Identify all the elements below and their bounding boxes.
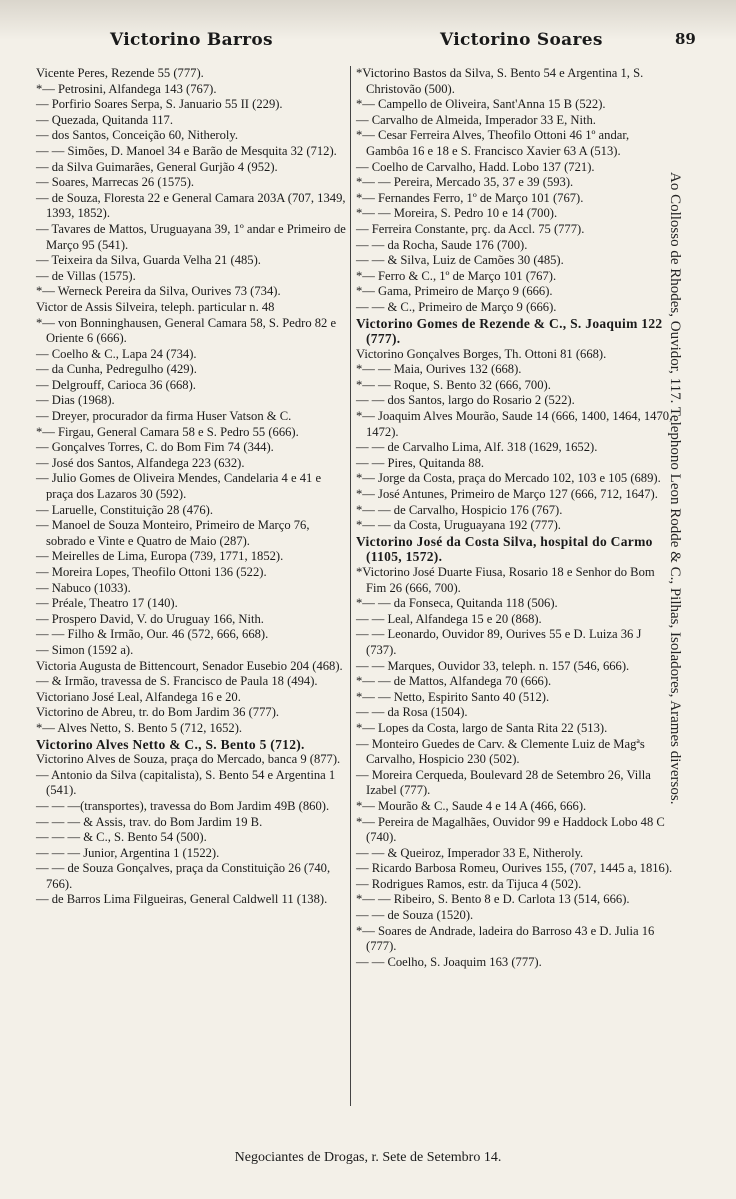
directory-entry: — — Coelho, S. Joaquim 163 (777). — [356, 954, 542, 969]
directory-entry: — — & Queiroz, Imperador 33 E, Nitheroly. — [356, 845, 584, 860]
directory-entry: — Teixeira da Silva, Guarda Velha 21 (485). — [36, 253, 261, 268]
directory-entry: *— Cesar Ferreira Alves, Theofilo Ottoni 46 1º andar, Gambôa 16 e 18 e S. Francisco Xavier 63 A (513). — [356, 128, 630, 158]
directory-entry: — — & C., Primeiro de Março 9 (666). — [356, 299, 557, 314]
directory-entry: — — de Carvalho Lima, Alf. 318 (1629, 1652). — [356, 440, 598, 455]
directory-entry: — de Barros Lima Filgueiras, General Caldwell 11 (138). — [36, 892, 328, 907]
column-divider — [350, 66, 351, 1106]
directory-entry: — Prospero David, V. do Uruguay 166, Nith. — [36, 611, 264, 626]
directory-entry: *— José Antunes, Primeiro de Março 127 (666, 712, 1647). — [356, 487, 658, 502]
directory-entry: *— — Ribeiro, S. Bento 8 e D. Carlota 13 (514, 666). — [356, 892, 630, 907]
directory-entry: — — — & C., S. Bento 54 (500). — [36, 830, 207, 845]
directory-entry: Victorino Alves de Souza, praça do Mercado, banca 9 (877). — [36, 752, 341, 767]
directory-entry: *— — Netto, Espirito Santo 40 (512). — [356, 689, 550, 704]
directory-entry: — Coelho & C., Lapa 24 (734). — [36, 346, 197, 361]
directory-entry: — — Pires, Quitanda 88. — [356, 455, 485, 470]
directory-entry: — — Marques, Ouvidor 33, teleph. n. 157 (546, 666). — [356, 658, 630, 673]
directory-entry: *— Campello de Oliveira, Sant'Anna 15 B (522). — [356, 97, 606, 112]
directory-entry: — — da Rosa (1504). — [356, 705, 468, 720]
directory-entry: — — —(transportes), travessa do Bom Jardim 49B (860). — [36, 798, 330, 813]
directory-entry: — Rodrigues Ramos, estr. da Tijuca 4 (502). — [356, 876, 582, 891]
directory-entry: *— Firgau, General Camara 58 e S. Pedro 55 (666). — [36, 424, 299, 439]
directory-entry: — Moreira Lopes, Theofilo Ottoni 136 (522). — [36, 565, 267, 579]
directory-entry: *— Gama, Primeiro de Março 9 (666). — [356, 284, 553, 299]
header-right-guide-word: Victorino Soares — [440, 30, 603, 50]
directory-entry: *— Jorge da Costa, praça do Mercado 102, 103 e 105 (689). — [356, 471, 661, 486]
directory-entry: — Simon (1592 a). — [36, 642, 134, 657]
directory-entry: Victoria Augusta de Bittencourt, Senador Eusebio 204 (468). — [36, 658, 343, 673]
directory-entry: — — — & Assis, trav. do Bom Jardim 19 B. — [36, 814, 263, 829]
directory-entry: *Victorino Bastos da Silva, S. Bento 54 e Argentina 1, S. Christovão (500). — [356, 66, 644, 96]
directory-entry: — — Simões, D. Manoel 34 e Barão de Mesquita 32 (712). — [36, 143, 337, 158]
directory-entry: — Tavares de Mattos, Uruguayana 39, 1º andar e Primeiro de Março 95 (541). — [36, 221, 346, 252]
directory-entry: — Moreira Cerqueda, Boulevard 28 de Setembro 26, Villa Izabel (777). — [356, 767, 651, 798]
directory-entry: *— Soares de Andrade, ladeira do Barroso 43 e D. Julia 16 (777). — [356, 923, 655, 954]
directory-entry: *— — da Fonseca, Quitanda 118 (506). — [356, 596, 558, 611]
directory-entry: — da Silva Guimarães, General Gurjão 4 (952). — [36, 159, 278, 174]
directory-entry: — — — Junior, Argentina 1 (1522). — [36, 845, 220, 860]
directory-entry: — — dos Santos, largo do Rosario 2 (522). — [356, 393, 575, 408]
page-number: 89 — [675, 30, 696, 48]
directory-entry: — — de Souza (1520). — [356, 908, 474, 923]
directory-entry: — José dos Santos, Alfandega 223 (632). — [36, 455, 245, 470]
directory-entry: — Laruelle, Constituição 28 (476). — [36, 502, 213, 517]
directory-entry: — Coelho de Carvalho, Hadd. Lobo 137 (721). — [356, 159, 595, 174]
directory-entry: — Ricardo Barbosa Romeu, Ourives 155, (707, 1445 a, 1816). — [356, 861, 673, 876]
directory-entry: *— Alves Netto, S. Bento 5 (712, 1652). — [36, 720, 243, 735]
directory-entry: — — da Rocha, Saude 176 (700). — [356, 237, 528, 252]
directory-entry: *— von Bonninghausen, General Camara 58, S. Pedro 82 e Oriente 6 (666). — [36, 315, 337, 346]
directory-entry: — de Souza, Floresta 22 e General Camara 203A (707, 1349, 1393, 1852). — [36, 190, 346, 221]
directory-entry: — Julio Gomes de Oliveira Mendes, Candelaria 4 e 41 e praça dos Lazaros 30 (592). — [36, 471, 322, 502]
directory-entry: *— — Moreira, S. Pedro 10 e 14 (700). — [356, 206, 558, 221]
directory-entry: *— — da Costa, Uruguayana 192 (777). — [356, 518, 561, 533]
side-advertisement: Ao Collosso de Rhodes, Ouvidor, 117. Telephono Leon Rodde & C., Pilhas, Isoladores, Arames diversos. — [667, 172, 683, 805]
directory-entry: — — Filho & Irmão, Our. 46 (572, 666, 668). — [36, 627, 269, 642]
directory-entry: — Dias (1968). — [36, 393, 115, 408]
directory-entry: — dos Santos, Conceição 60, Nitheroly. — [36, 128, 239, 143]
directory-entry: — Dreyer, procurador da firma Huser Vatson & C. — [36, 409, 292, 424]
directory-entry: *Victorino José Duarte Fiusa, Rosario 18 e Senhor do Bom Fim 26 (666, 700). — [356, 565, 655, 595]
running-header — [0, 30, 736, 60]
directory-entry: *— Ferro & C., 1º de Março 101 (767). — [356, 268, 557, 283]
page-footer: Negociantes de Drogas, r. Sete de Setembro 14. — [234, 1150, 502, 1165]
directory-entry: — — Leal, Alfandega 15 e 20 (868). — [356, 611, 542, 626]
directory-entry: Victor de Assis Silveira, teleph. particular n. 48 — [36, 299, 275, 314]
directory-entry: — — & Silva, Luiz de Camões 30 (485). — [356, 253, 564, 268]
directory-entry: *— Fernandes Ferro, 1º de Março 101 (767). — [356, 190, 584, 205]
header-left-guide-word: Victorino Barros — [110, 30, 273, 50]
directory-entry: *— Lopes da Costa, largo de Santa Rita 22 (513). — [356, 720, 608, 735]
directory-entry: Vicente Peres, Rezende 55 (777). — [36, 66, 204, 80]
directory-entry: *— — de Mattos, Alfandega 70 (666). — [356, 674, 552, 689]
left-column — [36, 66, 346, 908]
directory-entry: *— Werneck Pereira da Silva, Ourives 73 (734). — [36, 284, 281, 299]
directory-entry: — da Cunha, Pedregulho (429). — [36, 362, 197, 377]
directory-entry: — — Leonardo, Ouvidor 89, Ourives 55 e D. Luiza 36 J (737). — [356, 627, 642, 657]
directory-entry: Victoriano José Leal, Alfandega 16 e 20. — [36, 689, 241, 704]
directory-entry: — Manoel de Souza Monteiro, Primeiro de Março 76, sobrado e Vinte e Quatro de Maio (287). — [36, 518, 310, 548]
directory-entry: — de Villas (1575). — [36, 268, 136, 283]
directory-entry: — Quezada, Quitanda 117. — [36, 112, 173, 127]
directory-entry: — Meirelles de Lima, Europa (739, 1771, 1852). — [36, 549, 284, 564]
directory-entry: — Porfirio Soares Serpa, S. Januario 55 II (229). — [36, 97, 283, 112]
directory-entry: Victorino Gonçalves Borges, Th. Ottoni 81 (668). — [356, 346, 607, 361]
directory-heading-entry: Victorino José da Costa Silva, hospital do Carmo (1105, 1572). — [356, 533, 653, 565]
directory-entry: — — de Souza Gonçalves, praça da Constituição 26 (740, 766). — [36, 861, 331, 891]
directory-entry: *— Joaquim Alves Mourão, Saude 14 (666, 1400, 1464, 1470, 1472). — [356, 409, 673, 439]
directory-entry: Victorino de Abreu, tr. do Bom Jardim 36 (777). — [36, 705, 280, 720]
directory-entry: *— Pereira de Magalhães, Ouvidor 99 e Haddock Lobo 48 C (740). — [356, 814, 665, 845]
directory-entry: *— — de Carvalho, Hospicio 176 (767). — [356, 502, 563, 517]
directory-entry: *— Mourão & C., Saude 4 e 14 A (466, 666). — [356, 798, 587, 813]
directory-entry: — Nabuco (1033). — [36, 580, 131, 595]
directory-entry: — Monteiro Guedes de Carv. & Clemente Luiz de Magªs Carvalho, Hospicio 230 (502). — [356, 736, 645, 767]
directory-entry: — & Irmão, travessa de S. Francisco de Paula 18 (494). — [36, 674, 318, 689]
directory-entry: — Delgrouff, Carioca 36 (668). — [36, 377, 196, 392]
directory-entry: — Antonio da Silva (capitalista), S. Bento 54 e Argentina 1 (541). — [36, 767, 336, 798]
directory-entry: — Ferreira Constante, prç. da Accl. 75 (777). — [356, 221, 585, 236]
directory-heading-entry: Victorino Gomes de Rezende & C., S. Joaquim 122 (777). — [356, 315, 663, 347]
directory-entry: *— Petrosini, Alfandega 143 (767). — [36, 81, 217, 96]
directory-entry: — Gonçalves Torres, C. do Bom Fim 74 (344). — [36, 440, 274, 455]
directory-entry: — Carvalho de Almeida, Imperador 33 E, Nith. — [356, 112, 596, 127]
right-column — [356, 66, 674, 970]
directory-heading-entry: Victorino Alves Netto & C., S. Bento 5 (712). — [36, 736, 305, 752]
directory-entry: — Préale, Theatro 17 (140). — [36, 596, 178, 611]
directory-entry: — Soares, Marrecas 26 (1575). — [36, 175, 195, 190]
directory-entry: *— — Maia, Ourives 132 (668). — [356, 362, 522, 377]
directory-entry: *— — Roque, S. Bento 32 (666, 700). — [356, 377, 551, 392]
directory-entry: *— — Pereira, Mercado 35, 37 e 39 (593). — [356, 175, 574, 190]
